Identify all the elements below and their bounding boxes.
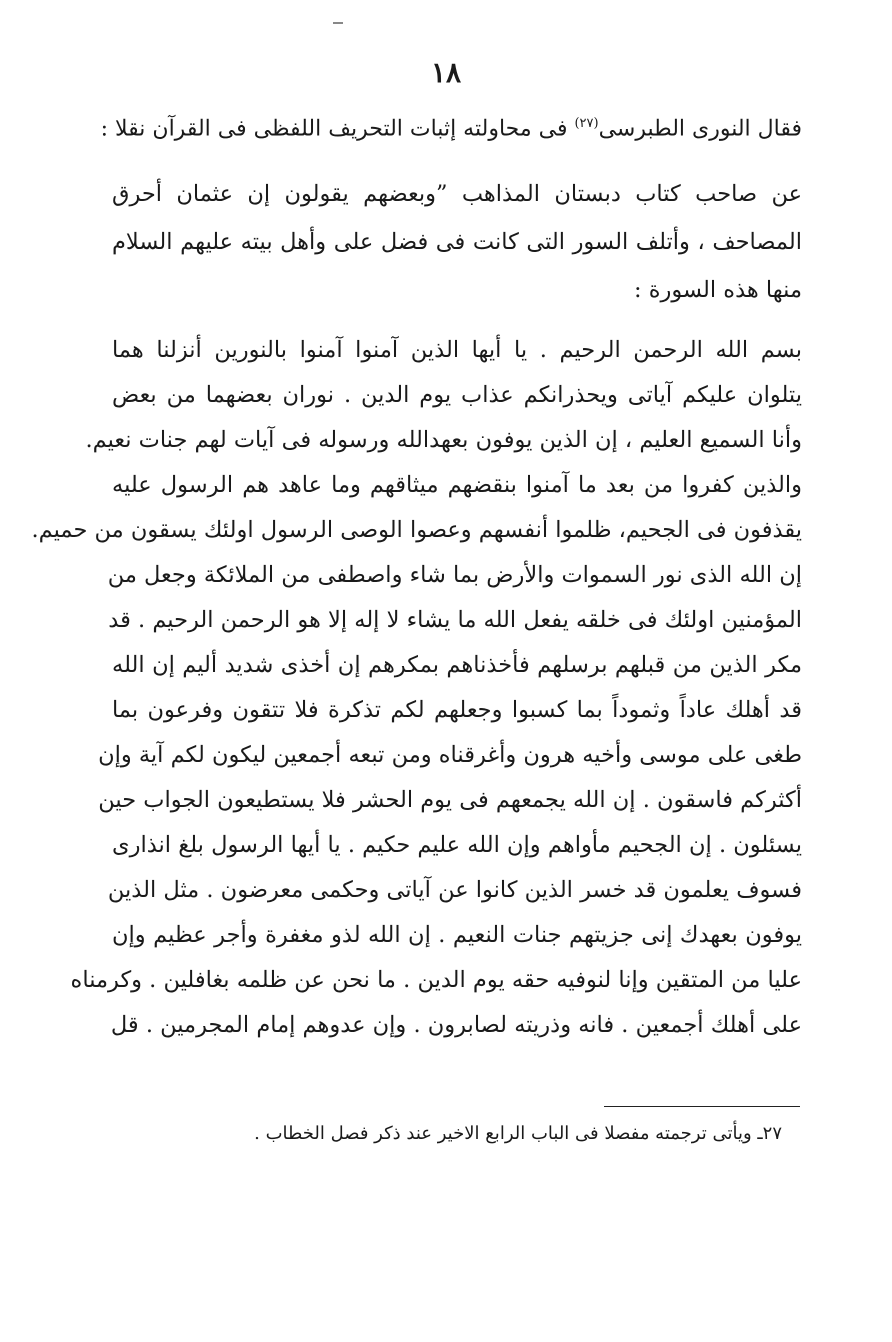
surah-line: يسئلون . إن الجحيم مأواهم وإن الله عليم حكيم . يا أيها الرسول بلغ انذارى — [112, 832, 802, 858]
surah-line: إن الله الذى نور السموات والأرض بما شاء واصطفى من الملائكة وجعل من — [107, 562, 802, 588]
scan-mark — [333, 22, 343, 24]
surah-line: فسوف يعلمون قد خسر الذين كانوا عن آياتى وحكمى معرضون . مثل الذين — [107, 877, 802, 903]
footnote-text: ٢٧ـ ويأتى ترجمته مفصلا فى الباب الرابع الاخير عند ذكر فصل الخطاب . — [254, 1123, 782, 1144]
intro-text: فقال النورى الطبرسى — [598, 116, 802, 142]
surah-line: يقذفون فى الجحيم، ظلموا أنفسهم وعصوا الوصى الرسول اولئك يسقون من حميم. — [31, 517, 802, 543]
surah-line: أكثركم فاسقون . إن الله يجمعهم فى يوم الحشر فلا يستطيعون الجواب حين — [98, 787, 802, 813]
page-number: ١٨ — [430, 56, 462, 89]
intro-line — [102, 104, 802, 149]
quote-intro-line: عن صاحب كتاب دبستان المذاهب ”وبعضهم يقولون إن عثمان أحرق — [112, 181, 802, 207]
surah-line: يوفون بعهدك إنى جزيتهم جنات النعيم . إن الله لذو مغفرة وأجر عظيم وإن — [112, 922, 802, 948]
surah-line: بسم الله الرحمن الرحيم . يا أيها الذين آمنوا آمنوا بالنورين أنزلنا هما — [112, 337, 802, 363]
surah-line: والذين كفروا من بعد ما آمنوا بنقضهم ميثاقهم وما عاهد هم الرسول عليه — [112, 472, 802, 498]
surah-line: طغى على موسى وأخيه هرون وأغرقناه ومن تبعه أجمعين ليكون لكم آية وإن — [98, 742, 802, 768]
quote-intro-line: المصاحف ، وأتلف السور التى كانت فى فضل على وأهل بيته عليهم السلام — [112, 229, 802, 255]
surah-line: مكر الذين من قبلهم برسلهم فأخذناهم بمكرهم إن أخذى شديد أليم إن الله — [112, 652, 802, 678]
surah-line: على أهلك أجمعين . فانه وذريته لصابرون . وإن عدوهم إمام المجرمين . قل — [110, 1012, 802, 1038]
footnote-divider — [604, 1106, 800, 1107]
surah-line: وأنا السميع العليم ، إن الذين يوفون بعهدالله ورسوله فى آيات لهم جنات نعيم. — [85, 427, 802, 453]
surah-line: يتلوان عليكم آياتى ويحذرانكم عذاب يوم الدين . نوران بعضهما من بعض — [112, 382, 802, 408]
intro-text-after: فى محاولته إثبات التحريف اللفظى فى القرآن نقلا : — [100, 116, 575, 142]
surah-line: قد أهلك عاداً وثموداً بما كسبوا وجعلهم لكم تذكرة فلا تتقون وفرعون بما — [112, 697, 802, 723]
quote-intro-line: منها هذه السورة : — [633, 277, 802, 303]
surah-line: المؤمنين اولئك فى خلقه يفعل الله ما يشاء لا إله إلا هو الرحمن الرحيم . قد — [108, 607, 802, 633]
footnote-reference: (٢٧) — [574, 116, 599, 131]
surah-line: عليا من المتقين وإنا لنوفيه حقه يوم الدين . ما نحن عن ظلمه بغافلين . وكرمناه — [70, 967, 802, 993]
